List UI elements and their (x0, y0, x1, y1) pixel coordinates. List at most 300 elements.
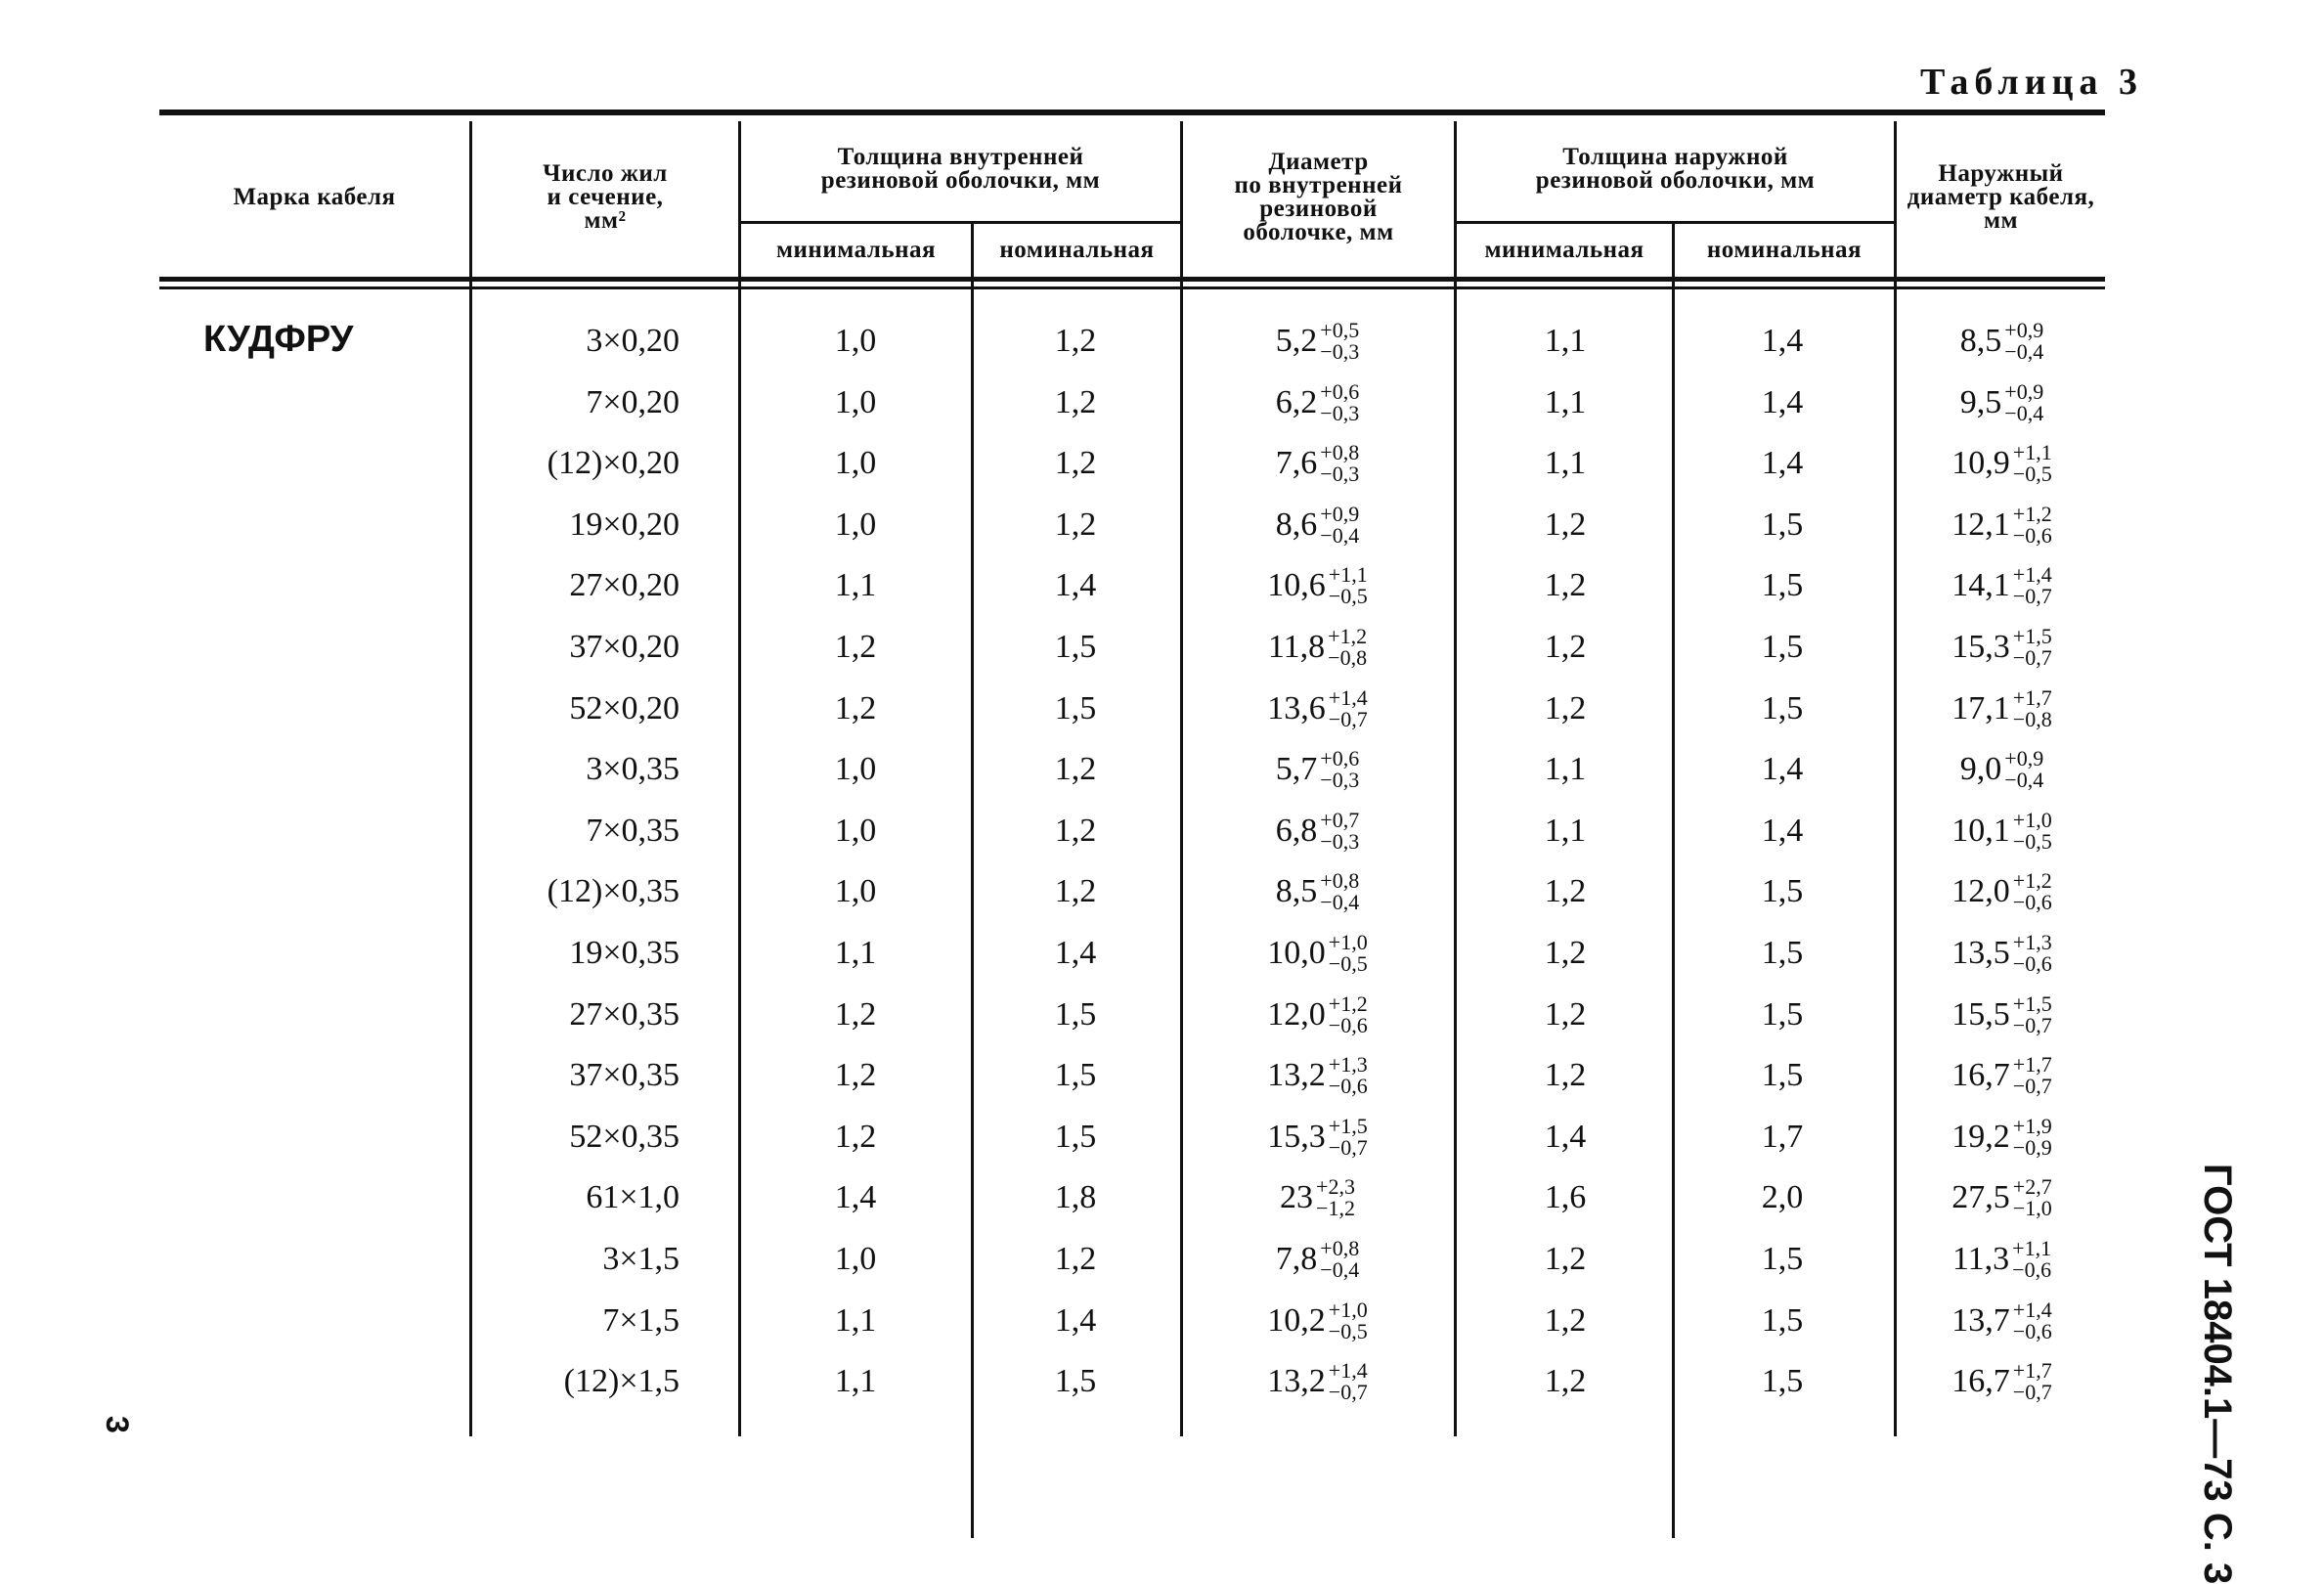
tolerance-lower: −0,7 (2012, 1074, 2052, 1098)
tolerance-lower: −0,4 (2004, 768, 2044, 792)
header-inner-nom: номинальная (999, 237, 1155, 263)
tolerance-upper: +1,7 (2012, 685, 2052, 710)
inner-diameter-tolerance (1328, 626, 1367, 669)
tolerance-upper: +1,4 (1328, 1358, 1368, 1383)
outer-min-cell: 1,2 (1544, 873, 1587, 909)
tolerance-lower: −0,3 (1320, 462, 1360, 486)
inner-min-cell: 1,2 (834, 996, 877, 1033)
outer-min-cell: 1,2 (1544, 996, 1587, 1033)
tolerance-upper: +1,7 (2012, 1052, 2052, 1077)
inner-nom-cell: 1,5 (1054, 1119, 1097, 1155)
inner-nom-cell: 1,5 (1054, 1057, 1097, 1093)
inner-min-cell: 1,2 (834, 629, 877, 665)
inner-diameter-cell (1183, 1045, 1452, 1106)
inner-nom-cell: 1,2 (1054, 873, 1097, 909)
outer-nom-cell: 1,5 (1761, 1363, 1804, 1399)
outer-nom-cell: 1,4 (1761, 813, 1804, 849)
inner-nom-cell: 1,5 (1054, 1363, 1097, 1399)
tolerance-upper: +1,4 (2012, 1298, 2052, 1322)
inner-diameter-value: 6,8 (1275, 813, 1318, 849)
tolerance-lower: −0,7 (2012, 645, 2052, 670)
outer-nom-cell: 1,4 (1761, 323, 1804, 359)
tolerance-lower: −0,6 (2012, 1257, 2052, 1282)
outer-diameter-tolerance (2013, 626, 2052, 669)
inner-diameter-cell (1183, 495, 1452, 555)
header-brand: Марка кабеля (233, 183, 396, 210)
outer-diameter-cell (1897, 1291, 2107, 1351)
inner-min-cell: 1,1 (834, 935, 877, 971)
tolerance-upper: +1,4 (2012, 562, 2052, 587)
outer-diameter-tolerance (2004, 748, 2043, 791)
tolerance-lower: −0,6 (2012, 890, 2052, 914)
inner-diameter-value: 10,0 (1267, 935, 1326, 971)
outer-nom-cell: 1,5 (1761, 1057, 1804, 1093)
tolerance-lower: −0,6 (2012, 523, 2052, 548)
inner-diameter-cell (1183, 1291, 1452, 1351)
inner-nom-cell: 1,2 (1054, 323, 1097, 359)
inner-diameter-tolerance (1329, 993, 1368, 1036)
cores-cell: 7×0,20 (586, 384, 680, 420)
tolerance-lower: −0,5 (1328, 951, 1368, 976)
tolerance-lower: −0,4 (1320, 890, 1360, 914)
inner-min-cell: 1,2 (834, 690, 877, 726)
tolerance-upper: +0,8 (1320, 440, 1360, 464)
cores-cell: 19×0,35 (569, 935, 680, 971)
cable-brand: КУДФРУ (203, 319, 354, 360)
outer-diameter-value: 8,5 (1959, 323, 2002, 359)
outer-min-cell: 1,1 (1544, 751, 1587, 787)
outer-diameter-value: 15,5 (1951, 996, 2010, 1033)
tolerance-upper: +1,0 (1328, 1298, 1368, 1322)
cores-cell: (12)×0,35 (547, 873, 680, 909)
inner-diameter-value: 10,2 (1267, 1302, 1326, 1339)
inner-diameter-tolerance (1329, 1054, 1368, 1097)
outer-diameter-cell (1897, 433, 2107, 494)
outer-diameter-cell (1897, 373, 2107, 433)
table-row (0, 311, 2324, 372)
outer-min-cell: 1,2 (1544, 1057, 1587, 1093)
inner-diameter-cell (1183, 679, 1452, 739)
tolerance-lower: −0,6 (2012, 951, 2052, 976)
tolerance-upper: +0,6 (1320, 746, 1360, 770)
inner-diameter-cell (1183, 617, 1452, 678)
outer-diameter-cell (1897, 1351, 2107, 1412)
outer-diameter-cell (1897, 1229, 2107, 1290)
tolerance-lower: −0,4 (1320, 1257, 1360, 1282)
tolerance-lower: −0,7 (1328, 707, 1368, 731)
header-bottom-rule (159, 277, 2105, 282)
outer-diameter-value: 13,7 (1951, 1302, 2010, 1339)
tolerance-lower: −0,6 (1328, 1013, 1368, 1037)
outer-nom-cell: 1,5 (1761, 506, 1804, 543)
tolerance-lower: −0,4 (2004, 401, 2044, 425)
table-row (0, 801, 2324, 861)
outer-diameter-cell (1897, 495, 2107, 555)
inner-nom-cell: 1,2 (1054, 751, 1097, 787)
outer-diameter-value: 9,5 (1959, 384, 2002, 420)
tolerance-lower: −0,3 (1320, 768, 1360, 792)
outer-diameter-value: 12,0 (1951, 873, 2010, 909)
inner-diameter-tolerance (1329, 687, 1368, 730)
inner-nom-cell: 1,2 (1054, 506, 1097, 543)
tolerance-upper: +1,0 (2012, 808, 2052, 832)
cores-cell: 37×0,35 (569, 1057, 680, 1093)
cores-cell: (12)×1,5 (563, 1363, 680, 1399)
table-top-rule (159, 110, 2105, 115)
outer-nom-cell: 2,0 (1761, 1179, 1804, 1215)
outer-diameter-tolerance (2013, 993, 2052, 1036)
outer-min-cell: 1,4 (1544, 1119, 1587, 1155)
cores-cell: 3×0,20 (586, 323, 680, 359)
inner-diameter-tolerance (1329, 1360, 1368, 1403)
tolerance-upper: +2,7 (2012, 1174, 2052, 1199)
header-bottom-rule-thin (159, 286, 2105, 289)
outer-min-cell: 1,2 (1544, 1241, 1587, 1277)
tolerance-upper: +0,6 (1320, 379, 1360, 404)
table-row (0, 679, 2324, 739)
table-row (0, 739, 2324, 800)
inner-diameter-value: 15,3 (1267, 1119, 1326, 1155)
inner-nom-cell: 1,4 (1054, 567, 1097, 603)
cores-cell: 27×0,20 (569, 567, 680, 603)
outer-diameter-tolerance (2013, 1116, 2052, 1159)
document-reference: ГОСТ 18404.1—73 С. 3 (2196, 1164, 2239, 1584)
tolerance-lower: −0,7 (2012, 1013, 2052, 1037)
tolerance-lower: −0,7 (1328, 1380, 1368, 1404)
header-cores: Число жил и сечение, мм² (543, 159, 668, 234)
table-row (0, 373, 2324, 433)
tolerance-lower: −0,7 (2012, 1380, 2052, 1404)
tolerance-lower: −0,6 (2012, 1319, 2052, 1343)
inner-diameter-value: 13,6 (1267, 690, 1326, 726)
inner-diameter-cell (1183, 1351, 1452, 1412)
tolerance-upper: +1,2 (1328, 991, 1368, 1016)
inner-diameter-value: 13,2 (1267, 1363, 1326, 1399)
inner-diameter-cell (1183, 373, 1452, 433)
outer-diameter-cell (1897, 739, 2107, 800)
inner-min-cell: 1,2 (834, 1119, 877, 1155)
outer-diameter-value: 10,9 (1951, 445, 2010, 481)
header-outer-diameter: Наружный диаметр кабеля, мм (1907, 159, 2095, 234)
outer-diameter-tolerance (2004, 381, 2043, 424)
table-row (0, 861, 2324, 922)
table-row (0, 495, 2324, 555)
inner-diameter-cell (1183, 1229, 1452, 1290)
outer-nom-cell: 1,7 (1761, 1119, 1804, 1155)
tolerance-upper: +1,1 (2012, 1236, 2052, 1260)
cores-cell: 7×1,5 (602, 1302, 680, 1339)
outer-diameter-cell (1897, 1107, 2107, 1167)
tolerance-lower: −0,5 (2012, 829, 2052, 854)
cores-cell: 27×0,35 (569, 996, 680, 1033)
tolerance-upper: +1,7 (2012, 1358, 2052, 1383)
table-row (0, 1107, 2324, 1167)
table-row (0, 923, 2324, 984)
inner-diameter-value: 12,0 (1267, 996, 1326, 1033)
inner-min-cell: 1,1 (834, 1363, 877, 1399)
inner-nom-cell: 1,2 (1054, 445, 1097, 481)
page-number: 3 (100, 1416, 135, 1433)
cores-cell: 61×1,0 (586, 1179, 680, 1215)
outer-nom-cell: 1,5 (1761, 996, 1804, 1033)
tolerance-lower: −0,8 (2012, 707, 2052, 731)
tolerance-lower: −0,7 (2012, 584, 2052, 608)
inner-nom-cell: 1,4 (1054, 935, 1097, 971)
tolerance-lower: −0,3 (1320, 339, 1360, 364)
tolerance-upper: +1,1 (1328, 562, 1368, 587)
inner-diameter-cell (1183, 739, 1452, 800)
outer-diameter-tolerance (2013, 504, 2052, 547)
inner-diameter-tolerance (1329, 1116, 1368, 1159)
tolerance-upper: +1,2 (2012, 502, 2052, 526)
table-row (0, 1229, 2324, 1290)
inner-diameter-tolerance (1329, 564, 1368, 607)
outer-diameter-cell (1897, 311, 2107, 372)
outer-diameter-value: 10,1 (1951, 813, 2010, 849)
outer-min-cell: 1,1 (1544, 323, 1587, 359)
outer-diameter-value: 13,5 (1951, 935, 2010, 971)
inner-min-cell: 1,0 (834, 813, 877, 849)
tolerance-lower: −0,7 (1328, 1135, 1368, 1160)
tolerance-upper: +1,5 (2012, 624, 2052, 648)
tolerance-upper: +1,5 (1328, 1114, 1368, 1138)
table-row (0, 433, 2324, 494)
outer-diameter-value: 16,7 (1951, 1363, 2010, 1399)
header-outer-sheath: Толщина наружной резиновой оболочки, мм (1535, 144, 1816, 194)
cores-cell: 37×0,20 (569, 629, 680, 665)
tolerance-upper: +1,9 (2012, 1114, 2052, 1138)
inner-min-cell: 1,0 (834, 384, 877, 420)
tolerance-lower: −0,5 (1328, 1319, 1368, 1343)
tolerance-upper: +0,7 (1320, 808, 1360, 832)
outer-diameter-cell (1897, 923, 2107, 984)
tolerance-lower: −0,6 (1328, 1074, 1368, 1098)
header-outer-min: минимальная (1484, 237, 1644, 263)
inner-diameter-tolerance (1329, 932, 1368, 975)
header-inner-diameter: Диаметр по внутренней резиновой оболочке, мм (1234, 148, 1403, 245)
outer-min-cell: 1,2 (1544, 629, 1587, 665)
outer-diameter-value: 16,7 (1951, 1057, 2010, 1093)
tolerance-upper: +1,2 (2012, 868, 2052, 893)
tolerance-upper: +0,8 (1320, 1236, 1360, 1260)
inner-diameter-cell (1183, 1107, 1452, 1167)
inner-min-cell: 1,0 (834, 751, 877, 787)
tolerance-upper: +0,9 (2004, 379, 2044, 404)
table-caption: Таблица 3 (1919, 62, 2143, 103)
tolerance-upper: +1,1 (2012, 440, 2052, 464)
inner-diameter-value: 10,6 (1267, 567, 1326, 603)
outer-diameter-cell (1897, 617, 2107, 678)
outer-nom-cell: 1,4 (1761, 384, 1804, 420)
inner-min-cell: 1,0 (834, 1241, 877, 1277)
outer-diameter-cell (1897, 1167, 2107, 1228)
inner-diameter-value: 11,8 (1267, 629, 1326, 665)
inner-diameter-tolerance (1320, 381, 1359, 424)
inner-diameter-tolerance (1329, 1299, 1368, 1342)
inner-diameter-tolerance (1320, 870, 1359, 913)
tolerance-upper: +2,3 (1316, 1174, 1355, 1199)
table-row (0, 985, 2324, 1045)
outer-diameter-tolerance (2012, 1238, 2051, 1281)
cores-cell: 3×0,35 (586, 751, 680, 787)
inner-nom-cell: 1,2 (1054, 813, 1097, 849)
inner-diameter-tolerance (1320, 810, 1359, 853)
inner-nom-cell: 1,5 (1054, 996, 1097, 1033)
inner-diameter-tolerance (1320, 320, 1359, 363)
inner-diameter-value: 8,5 (1275, 873, 1318, 909)
tolerance-upper: +1,3 (1328, 1052, 1368, 1077)
inner-min-cell: 1,0 (834, 445, 877, 481)
tolerance-upper: +0,5 (1320, 318, 1360, 342)
inner-diameter-cell (1183, 555, 1452, 616)
table-row (0, 1045, 2324, 1106)
outer-min-cell: 1,2 (1544, 690, 1587, 726)
inner-nom-cell: 1,8 (1054, 1179, 1097, 1215)
outer-diameter-value: 14,1 (1951, 567, 2010, 603)
tolerance-lower: −0,9 (2012, 1135, 2052, 1160)
outer-nom-cell: 1,5 (1761, 1241, 1804, 1277)
tolerance-upper: +1,2 (1328, 624, 1368, 648)
outer-diameter-tolerance (2004, 320, 2043, 363)
tolerance-lower: −0,3 (1320, 401, 1360, 425)
tolerance-lower: −0,8 (1328, 645, 1368, 670)
inner-diameter-cell (1183, 311, 1452, 372)
outer-diameter-cell (1897, 801, 2107, 861)
tolerance-upper: +1,0 (1328, 930, 1368, 954)
inner-diameter-cell (1183, 861, 1452, 922)
outer-nom-cell: 1,5 (1761, 935, 1804, 971)
tolerance-upper: +0,8 (1320, 868, 1360, 893)
outer-diameter-cell (1897, 1045, 2107, 1106)
inner-diameter-value: 5,2 (1275, 323, 1318, 359)
inner-diameter-value: 7,8 (1275, 1241, 1318, 1277)
outer-diameter-tolerance (2013, 870, 2052, 913)
outer-diameter-tolerance (2013, 1299, 2052, 1342)
inner-min-cell: 1,0 (834, 323, 877, 359)
outer-diameter-value: 12,1 (1951, 506, 2010, 543)
tolerance-upper: +0,9 (1320, 502, 1360, 526)
outer-diameter-value: 27,5 (1951, 1179, 2010, 1215)
inner-diameter-cell (1183, 1167, 1452, 1228)
tolerance-lower: −0,3 (1320, 829, 1360, 854)
inner-min-cell: 1,1 (834, 1302, 877, 1339)
tolerance-lower: −1,2 (1316, 1196, 1355, 1220)
inner-diameter-tolerance (1320, 1238, 1359, 1281)
inner-min-cell: 1,2 (834, 1057, 877, 1093)
inner-diameter-cell (1183, 433, 1452, 494)
outer-diameter-value: 15,3 (1951, 629, 2010, 665)
header-inner-sheath: Толщина внутренней резиновой оболочки, мм (820, 144, 1101, 194)
outer-diameter-tolerance (2013, 1176, 2052, 1219)
tolerance-lower: −0,5 (1328, 584, 1368, 608)
outer-diameter-cell (1897, 985, 2107, 1045)
inner-diameter-tolerance (1316, 1176, 1355, 1219)
inner-diameter-tolerance (1320, 748, 1359, 791)
outer-min-cell: 1,1 (1544, 813, 1587, 849)
outer-diameter-value: 9,0 (1959, 751, 2002, 787)
outer-min-cell: 1,2 (1544, 1363, 1587, 1399)
inner-min-cell: 1,0 (834, 506, 877, 543)
outer-diameter-tolerance (2013, 810, 2052, 853)
outer-nom-cell: 1,4 (1761, 445, 1804, 481)
table-row (0, 1351, 2324, 1412)
inner-nom-cell: 1,2 (1054, 1241, 1097, 1277)
outer-diameter-value: 11,3 (1951, 1241, 2010, 1277)
header-outer-nom: номинальная (1706, 237, 1863, 263)
inner-diameter-cell (1183, 801, 1452, 861)
outer-min-cell: 1,1 (1544, 384, 1587, 420)
cores-cell: 52×0,35 (569, 1119, 680, 1155)
outer-min-cell: 1,2 (1544, 935, 1587, 971)
tolerance-lower: −0,4 (1320, 523, 1360, 548)
cores-cell: (12)×0,20 (547, 445, 680, 481)
outer-diameter-cell (1897, 861, 2107, 922)
outer-min-cell: 1,1 (1544, 445, 1587, 481)
outer-nom-cell: 1,5 (1761, 1302, 1804, 1339)
tolerance-upper: +1,4 (1328, 685, 1368, 710)
inner-diameter-value: 13,2 (1267, 1057, 1326, 1093)
table-row (0, 555, 2324, 616)
outer-nom-cell: 1,5 (1761, 567, 1804, 603)
outer-diameter-tolerance (2013, 1054, 2052, 1097)
cores-cell: 3×1,5 (602, 1241, 680, 1277)
outer-min-cell: 1,2 (1544, 506, 1587, 543)
outer-nom-cell: 1,4 (1761, 751, 1804, 787)
outer-diameter-cell (1897, 679, 2107, 739)
cores-cell: 19×0,20 (569, 506, 680, 543)
inner-min-cell: 1,1 (834, 567, 877, 603)
outer-nom-cell: 1,5 (1761, 629, 1804, 665)
outer-diameter-tolerance (2013, 932, 2052, 975)
outer-nom-cell: 1,5 (1761, 690, 1804, 726)
inner-diameter-cell (1183, 923, 1452, 984)
inner-nom-cell: 1,5 (1054, 690, 1097, 726)
outer-min-cell: 1,6 (1544, 1179, 1587, 1215)
outer-nom-cell: 1,5 (1761, 873, 1804, 909)
inner-diameter-cell (1183, 985, 1452, 1045)
outer-min-cell: 1,2 (1544, 1302, 1587, 1339)
tolerance-upper: +1,3 (2012, 930, 2052, 954)
inner-min-cell: 1,0 (834, 873, 877, 909)
outer-diameter-tolerance (2013, 687, 2052, 730)
outer-diameter-cell (1897, 555, 2107, 616)
inner-nom-cell: 1,2 (1054, 384, 1097, 420)
header-inner-min: минимальная (776, 237, 936, 263)
tolerance-upper: +0,9 (2004, 318, 2044, 342)
inner-diameter-value: 6,2 (1275, 384, 1318, 420)
table-row (0, 1167, 2324, 1228)
tolerance-upper: +0,9 (2004, 746, 2044, 770)
table-row (0, 617, 2324, 678)
inner-min-cell: 1,4 (834, 1179, 877, 1215)
tolerance-lower: −1,0 (2012, 1196, 2052, 1220)
inner-diameter-tolerance (1320, 442, 1359, 485)
inner-diameter-value: 8,6 (1275, 506, 1318, 543)
inner-diameter-tolerance (1320, 504, 1359, 547)
outer-diameter-tolerance (2013, 442, 2052, 485)
outer-diameter-tolerance (2013, 1360, 2052, 1403)
outer-diameter-tolerance (2013, 564, 2052, 607)
inner-diameter-value: 5,7 (1275, 751, 1318, 787)
tolerance-lower: −0,4 (2004, 339, 2044, 364)
inner-nom-cell: 1,5 (1054, 629, 1097, 665)
outer-diameter-value: 19,2 (1951, 1119, 2010, 1155)
outer-diameter-value: 17,1 (1951, 690, 2010, 726)
inner-diameter-value: 23 (1280, 1179, 1314, 1215)
tolerance-lower: −0,5 (2012, 462, 2052, 486)
outer-min-cell: 1,2 (1544, 567, 1587, 603)
inner-nom-cell: 1,4 (1054, 1302, 1097, 1339)
